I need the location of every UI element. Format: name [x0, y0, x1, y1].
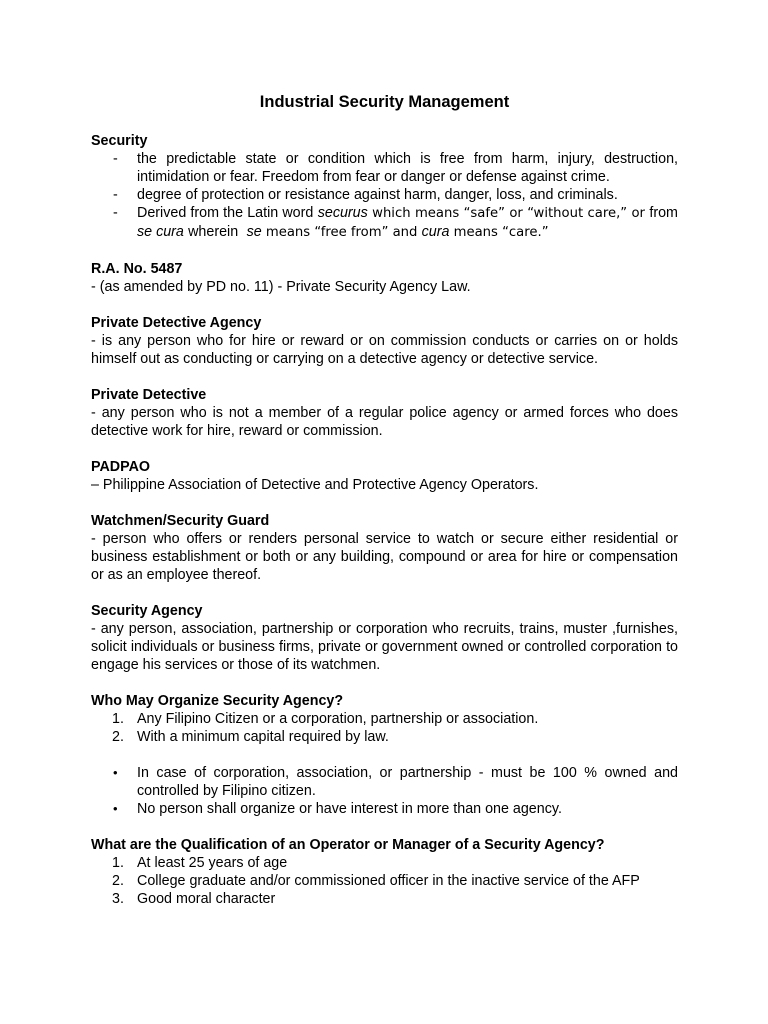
list-number: 2.: [112, 873, 124, 889]
qualification-heading: What are the Qualification of an Operator or Manager of a Security Agency?: [91, 837, 605, 853]
bullet-item-text: No person shall organize or have interest in more than one agency.: [137, 801, 562, 817]
organize-bullet-list: [91, 764, 678, 818]
latin-term-se: se: [246, 224, 262, 240]
who-may-organize-heading: Who May Organize Security Agency?: [91, 693, 344, 709]
latin-term-cura: cura: [421, 224, 450, 240]
bullet-item: [91, 800, 678, 818]
security-heading: Security: [91, 133, 148, 149]
section-ra-5487: [91, 260, 678, 296]
section-padpao: [91, 458, 678, 494]
security-etymology-item: [91, 204, 678, 242]
section-security: [91, 132, 678, 242]
qualification-numbered-list: [91, 854, 678, 908]
list-item-text: College graduate and/or commissioned officer in the inactive service of the AFP: [137, 873, 640, 889]
etymology-text: means “care.”: [453, 225, 549, 240]
section-qualification: [91, 836, 678, 908]
private-detective-heading: Private Detective: [91, 387, 207, 403]
bullet-item: [91, 764, 678, 800]
list-number: 3.: [112, 891, 124, 907]
etymology-text: wherein: [188, 224, 239, 240]
private-detective-text: - any person who is not a member of a regular police agency or armed forces who does detective work for hire, reward or commission.: [91, 405, 678, 439]
bullet-item-text: In case of corporation, association, or partnership - must be 100 % owned and controlled by Filipino citizen.: [137, 765, 678, 799]
list-item: [91, 854, 678, 872]
document-page: [91, 92, 678, 926]
security-definition-item: [91, 150, 678, 186]
section-security-guard: [91, 512, 678, 584]
security-agency-heading: Security Agency: [91, 603, 203, 619]
security-guard-heading: Watchmen/Security Guard: [91, 513, 270, 529]
padpao-text: – Philippine Association of Detective and Protective Agency Operators.: [91, 477, 539, 493]
list-item-text: Good moral character: [137, 891, 276, 907]
list-number: 2.: [112, 729, 124, 745]
latin-term-securus: securus: [317, 205, 368, 221]
etymology-text: which means “safe” or “without care,” or: [372, 206, 645, 221]
latin-term-se-cura: se cura: [137, 224, 184, 240]
ra-5487-heading: R.A. No. 5487: [91, 261, 183, 277]
private-detective-agency-heading: Private Detective Agency: [91, 315, 262, 331]
etymology-text: Derived from the Latin word: [137, 205, 314, 221]
list-item: [91, 710, 678, 728]
ra-5487-text: - (as amended by PD no. 11) - Private Security Agency Law.: [91, 279, 471, 295]
section-who-may-organize: [91, 692, 678, 818]
security-definition-item: [91, 186, 678, 204]
etymology-text: from: [649, 205, 678, 221]
security-definition-text: the predictable state or condition which is free from harm, injury, destruction, intimidation or fear. Freedom from fear or danger or defense against crime.: [137, 151, 678, 185]
dash-marker: -: [113, 151, 118, 167]
security-agency-text: - any person, association, partnership or corporation who recruits, trains, muster ,furnishes, solicit individuals or business firms, private or government owned or controlled corporation to engage his services or those of its watchmen.: [91, 621, 678, 673]
list-item-text: With a minimum capital required by law.: [137, 729, 389, 745]
dash-marker: -: [113, 205, 118, 221]
list-item: [91, 872, 678, 890]
section-private-detective: [91, 386, 678, 440]
dash-marker: -: [113, 187, 118, 203]
list-item-text: Any Filipino Citizen or a corporation, partnership or association.: [137, 711, 539, 727]
list-item-text: At least 25 years of age: [137, 855, 288, 871]
section-private-detective-agency: [91, 314, 678, 368]
list-item: [91, 890, 678, 908]
document-title: Industrial Security Management: [259, 93, 510, 111]
private-detective-agency-text: - is any person who for hire or reward or on commission conducts or carries on or holds himself out as conducting or carrying on a detective agency or detective service.: [91, 333, 678, 367]
security-definition-text: degree of protection or resistance against harm, danger, loss, and criminals.: [137, 187, 618, 203]
etymology-text: means “free from” and: [265, 225, 418, 240]
padpao-heading: PADPAO: [91, 459, 151, 475]
list-number: 1.: [112, 711, 124, 727]
security-definition-list: [91, 150, 678, 242]
bullet-marker: •: [113, 765, 118, 780]
bullet-marker: •: [113, 801, 118, 816]
list-number: 1.: [112, 855, 124, 871]
organize-numbered-list: [91, 710, 678, 746]
list-item: [91, 728, 678, 746]
section-security-agency: [91, 602, 678, 674]
security-guard-text: - person who offers or renders personal service to watch or secure either residential or business establishment or both or any building, compound or area for hire or compensation or as an employee thereof.: [91, 531, 678, 583]
spacer: [91, 746, 678, 764]
